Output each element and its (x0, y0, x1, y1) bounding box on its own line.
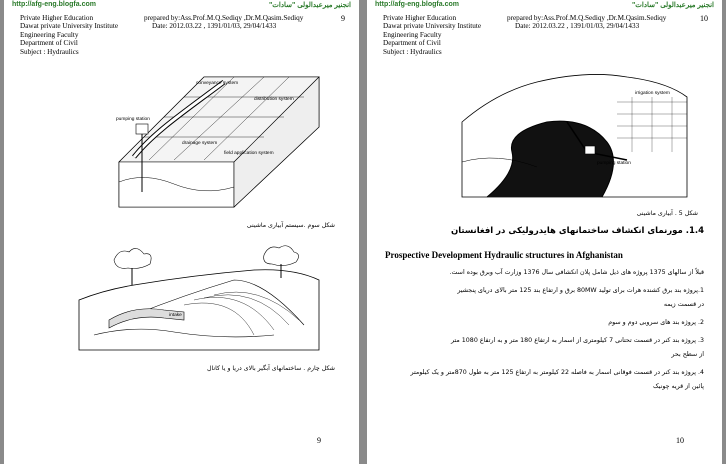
blog-url[interactable]: http://afg-eng.blogfa.com (375, 1, 459, 8)
figure-label: pumping station (116, 117, 150, 122)
river-pumping-figure (457, 62, 692, 202)
footer-page-number: 9 (317, 436, 321, 445)
body-paragraphs (385, 266, 704, 394)
section-title: 1.4. مورنمای انکشاف ساختمانهای هایدرولیکی در افغانستان (450, 226, 704, 236)
header-author: prepared by:Ass.Prof.M.Q.Sediqy ,Dr.M.Qasim.Sediqy Date: 2012.03.22 , 1391/01/03, 29/04/1433 (507, 14, 667, 31)
header-author: prepared by:Ass.Prof.M.Q.Sediqy ,Dr.M.Qasim.Sediqy Date: 2012.03.22 , 1391/01/03, 29/04/1433 (144, 14, 304, 31)
figure-label: intake (169, 313, 182, 318)
english-title: Prospective Development Hydraulic structures in Afghanistan (385, 250, 623, 260)
header-institution: Private Higher Education Dawat private University Institute Engineering Faculty Department of Civil Subject : Hydraulics (20, 14, 119, 56)
page-number: 9 (341, 14, 345, 23)
blog-name: انجنیر میرعبدالولی "سادات" (631, 2, 714, 9)
right-page (367, 0, 722, 464)
figure-label: drainage system (182, 141, 218, 146)
figure-label: field application system (224, 151, 274, 156)
paragraph: 1.پروژه بند برق کشنده هرات برای تولید 80MW برق و ارتفاع بند 125 متر بالای دریای پنجشیر (457, 287, 704, 294)
figure-label: distribution system (254, 97, 294, 102)
blog-name: انجنیر میرعبدالولی "سادات" (268, 2, 351, 9)
figure-label: river (545, 117, 555, 122)
footer-page-number: 10 (676, 436, 684, 445)
paragraph: 3. پروژه بند کنر در قسمت تحتانی 7 کیلومتری از اسمار به ارتفاع 180 متر و به ارتفاع 1080 متر (451, 337, 704, 344)
page-number: 10 (700, 14, 708, 23)
figure-caption: شکل چارم . ساختمانهای آبگیر بالای دریا و یا کانال (206, 365, 335, 372)
paragraph: از سطح بحر (671, 351, 704, 358)
paragraph: 2. پروژه بند های سروبی دوم و سوم (608, 319, 704, 326)
paragraph: 4. پروژه بند کنر در قسمت فوقانی اسمار به فاصله 22 کیلومتر به ارتفاع 125 متر به طول 870متر و یک کیلومتر (410, 369, 704, 376)
figure-label: conveyance system (196, 81, 239, 86)
figure-label: pumping station (597, 161, 631, 166)
paragraph: پائین از قریه چونیک (653, 383, 704, 390)
figure-label: irrigation system (635, 91, 670, 96)
figure-caption: شکل 5 . آبیاری ماشینی (636, 210, 698, 217)
paragraph: در قسمت زیمه (663, 301, 704, 308)
blog-url[interactable]: http://afg-eng.blogfa.com (12, 1, 96, 8)
intake-figure (74, 240, 324, 360)
left-page (4, 0, 359, 464)
header-institution: Private Higher Education Dawat private University Institute Engineering Faculty Department of Civil Subject : Hydraulics (383, 14, 482, 56)
paragraph: قبلاً از سالهای 1375 پروژه های ذیل شامل پلان انکشافی سال 1376 وزارت آب وبرق بوده است. (449, 269, 704, 276)
figure-caption: شکل سوم .سیستم آبیاری ماشینی (246, 222, 335, 229)
irrigation-system-figure (114, 72, 324, 212)
